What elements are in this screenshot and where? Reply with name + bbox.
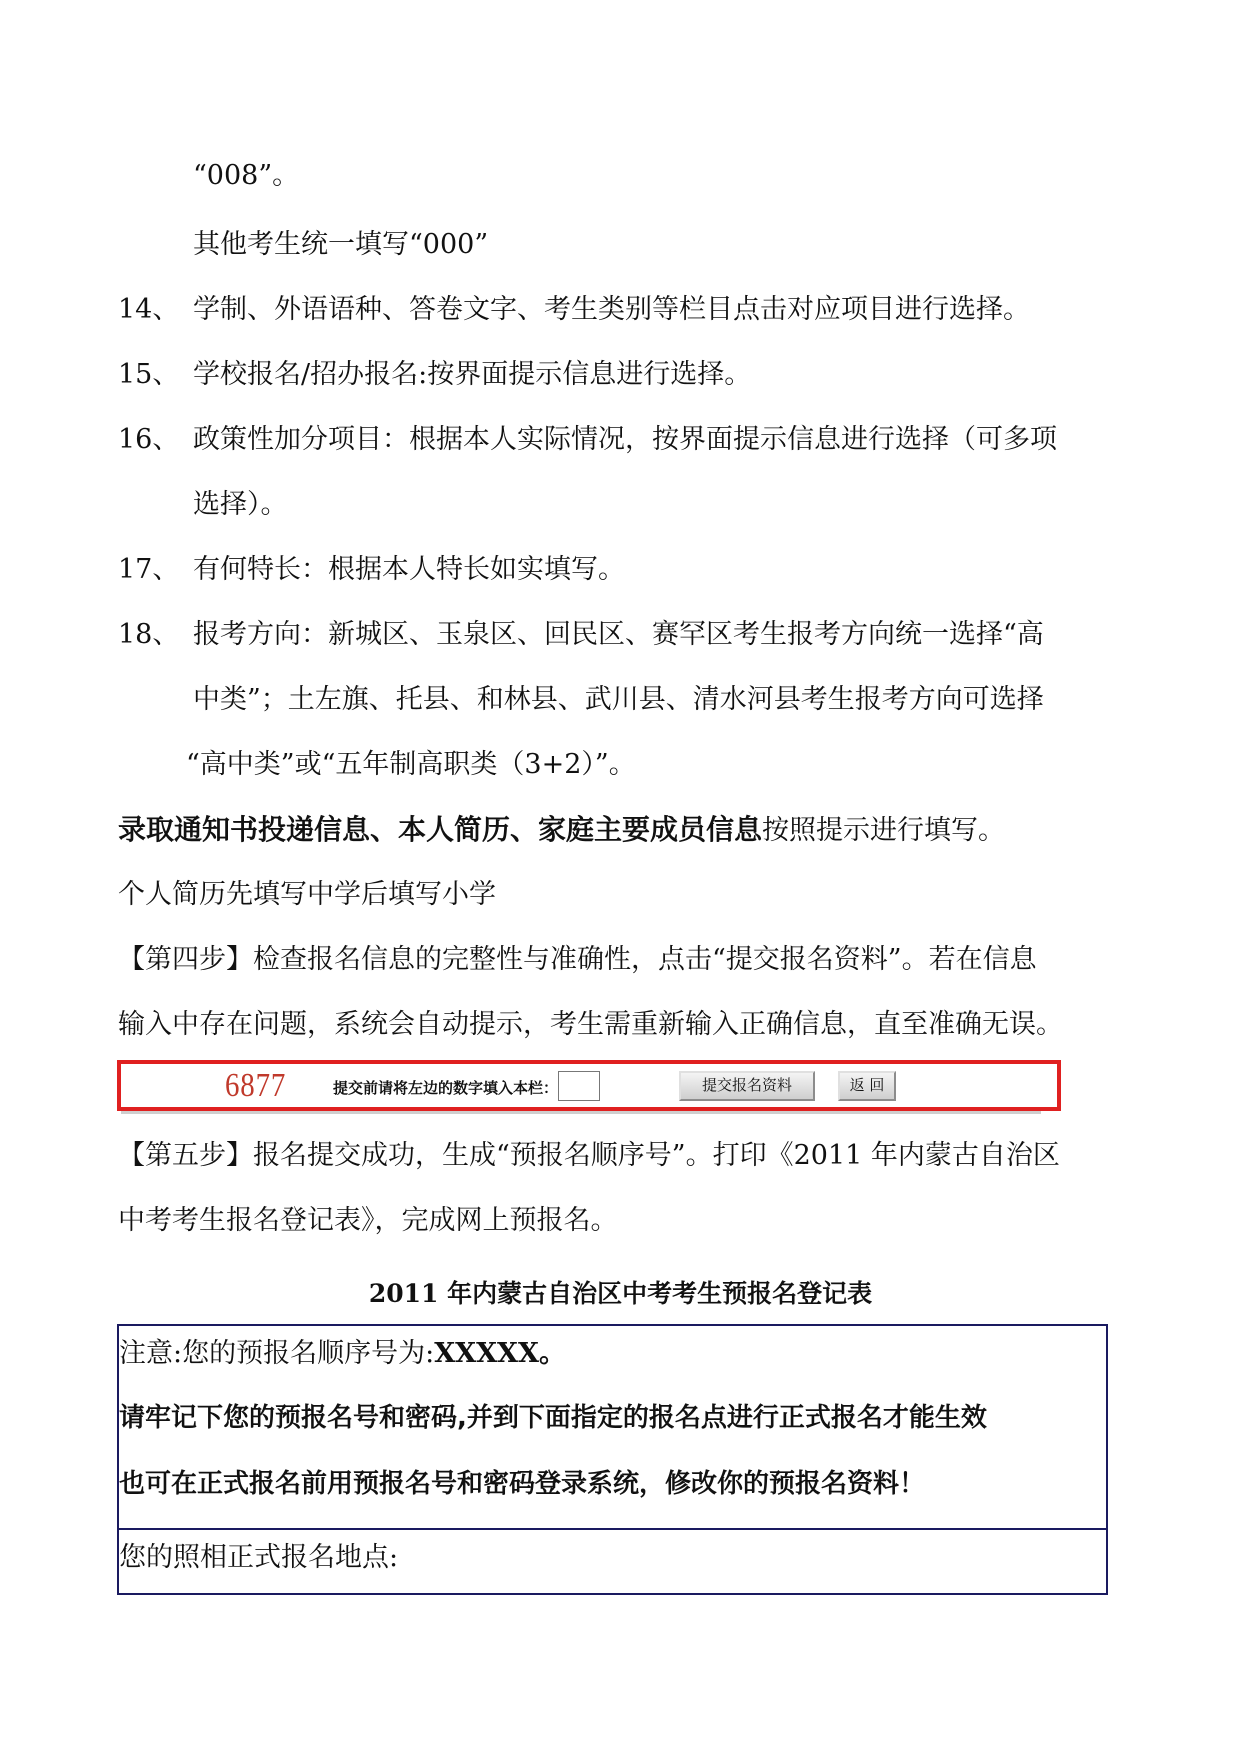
form-warning: 也可在正式报名前用预报名号和密码登录系统，修改你的预报名资料！ [119,1469,926,1499]
list-text: 学制、外语语种、答卷文字、考生类别等栏目点击对应项目进行选择。 [193,294,1030,325]
text-line: 其他考生统一填写“000” [193,229,489,260]
submit-registration-button[interactable]: 提交报名资料 [679,1071,815,1101]
divider [121,1111,1041,1114]
list-text: 报考方向：新城区、玉泉区、回民区、赛罕区考生报考方向统一选择“高 [193,619,1044,650]
back-button[interactable]: 返 回 [838,1071,896,1101]
list-number: 16、 [118,424,180,455]
submit-bar [117,1060,1061,1111]
step5-line: 中考考生报名登记表》，完成网上预报名。 [118,1205,618,1236]
step4-line: 【第四步】检查报名信息的完整性与准确性，点击“提交报名资料”。若在信息 [118,944,1037,975]
step4-line: 输入中存在问题，系统会自动提示，考生需重新输入正确信息，直至准确无误。 [118,1009,1063,1040]
preregistration-number: XXXXX。 [434,1338,566,1369]
notice-bold: 录取通知书投递信息、本人简历、家庭主要成员信息 [118,813,763,846]
form-title: 2011 年内蒙古自治区中考考生预报名登记表 [368,1279,873,1308]
text-line: “008”。 [193,160,300,191]
captcha-prompt: 提交前请将左边的数字填入本栏： [333,1079,559,1097]
list-number: 17、 [118,554,180,585]
captcha-code: 6877 [225,1067,287,1104]
list-item-continuation: 选择）。 [193,489,288,520]
list-text: 学校报名/招办报名:按界面提示信息进行选择。 [193,359,752,390]
location-label: 您的照相正式报名地点: [119,1542,399,1573]
notice-line [118,812,1005,849]
list-text: 政策性加分项目：根据本人实际情况，按界面提示信息进行选择（可多项 [193,424,1057,455]
notice-rest: 按照提示进行填写。 [762,815,1006,846]
text-line: 个人简历先填写中学后填写小学 [118,879,496,910]
list-item-continuation: “高中类”或“五年制高职类（3+2）”。 [186,749,636,780]
form-notice [119,1336,566,1372]
captcha-input[interactable] [558,1071,600,1101]
divider [119,1528,1106,1530]
step5-line: 【第五步】报名提交成功，生成“预报名顺序号”。打印《2011 年内蒙古自治区 [118,1140,1060,1171]
list-item-continuation: 中类”；土左旗、托县、和林县、武川县、清水河县考生报考方向可选择 [193,684,1044,715]
form-warning: 请牢记下您的预报名号和密码,并到下面指定的报名点进行正式报名才能生效 [119,1403,987,1433]
list-text: 有何特长：根据本人特长如实填写。 [193,554,625,585]
registration-form [117,1324,1108,1595]
list-number: 15、 [118,359,180,390]
form-notice-prefix: 注意:您的预报名顺序号为: [119,1338,435,1369]
list-number: 18、 [118,619,180,650]
list-number: 14、 [118,294,180,325]
